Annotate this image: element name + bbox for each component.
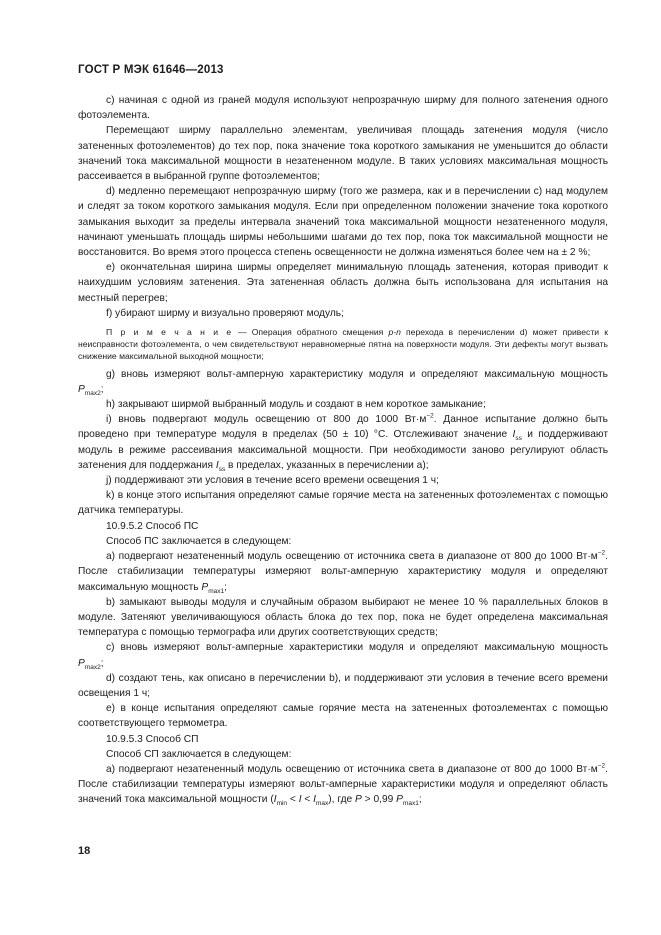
paragraph: Способ ПС заключается в следующем: [106,535,292,547]
document-body [78,93,608,808]
note-label: П р и м е ч а н и е [106,327,233,338]
paragraph: d) создают тень, как описано в перечислении b), и поддерживают эти условия в течение всего времени освещения 1 ч; [78,672,608,699]
paragraph: c) начиная с одной из граней модуля используют непрозрачную ширму для полного затенения одного фотоэлемента. [78,95,608,122]
document-header: ГОСТ Р МЭК 61646—2013 [78,64,224,76]
section-heading: 10.9.5.2 Способ ПС [106,520,199,532]
paragraph: Перемещают ширму параллельно элементам, увеличивая площадь затенения модуля (число затененных фотоэлементов) до тех пор, пока значение тока короткого замыкания не уменьшится до области значений тока максимальной мощности в незатененном модуле. В таких условиях максимальная мощность рассеивается в выбранной группе фотоэлементов; [78,125,608,183]
paragraph: k) в конце этого испытания определяют самые горячие места на затененных фотоэлементах с помощью датчика температуры. [78,490,608,517]
paragraph: f) убирают ширму и визуально проверяют модуль; [106,307,344,319]
paragraph: j) поддерживают эти условия в течение всего времени освещения 1 ч; [106,475,439,487]
paragraph: e) в конце испытания определяют самые горячие места на затененных фотоэлементах с помощью соответствующего термометра. [78,703,608,730]
paragraph: g) вновь измеряют вольт-амперную характеристику модуля и определяют максимальную мощность $P_{max2}$; [78,368,608,397]
page-number: 18 [78,845,91,857]
paragraph: i) вновь подвергают модуль освещению от 800 до 1000 $Вт\cdot м^{-2}$. Данное испытание должно быть проведено при температуре модуля в пределах (50 ± 10) °C. Отслеживают значение $I_{ss}$ и поддерживают модуль в режиме рассеивания максимальной мощности. При необходимости заново регулируют область затенения для поддержания $I_{ss}$ в пределах, указанных в перечислении a); [78,412,608,473]
paragraph: e) окончательная ширина ширмы определяет минимальную площадь затенения, которая приводит к наихудшим условиям затенения. Эта затененная область должна быть использована для испытания на местный перегрев; [78,262,608,304]
paragraph: h) закрывают ширмой выбранный модуль и создают в нем короткое замыкание; [106,399,486,411]
paragraph: d) медленно перемещают непрозрачную ширму (того же размера, как и в перечислении c) над модулем и следят за током короткого замыкания модуля. Если при определенном положении значение тока короткого замыкания выходит за пределы интервала значений тока максимальной мощности незатененного модуля, начинают уменьшать площадь ширмы небольшими шагами до тех пор, пока ток максимальной мощности не восстановится. Во время этого процесса степень освещенности не должна изменяться более чем на ± 2 %; [78,186,608,259]
paragraph: a) подвергают незатененный модуль освещению от источника света в диапазоне от 800 до 1000 $Вт\cdot м^{-2}$. После стабилизации температуры измеряют вольт-амперную характеристику модуля и определяют максимальную мощность $P_{max1}$; [78,549,608,595]
note-paragraph: П р и м е ч а н и е — Операция обратного смещения p-n перехода в перечислении d) может привести к неисправности фотоэлемента, о чем свидетельствуют неравномерные пятна на поверхности модуля. Эти дефекты могут вызвать снижение максимальной выходной мощности; [78,327,608,362]
section-heading: 10.9.5.3 Способ СП [106,733,199,745]
paragraph: b) замыкают выводы модуля и случайным образом выбирают не менее 10 % параллельных блоков в модуле. Затеняют увеличивающуюся область блока до тех пор, пока не будет определена максимальная температура с помощью термографа или других соответствующих средств; [78,596,608,639]
paragraph: a) подвергают незатененный модуль освещению от источника света в диапазоне от 800 до 1000 $Вт\cdot м^{-2}$. После стабилизации температуры измеряют вольт-амперные характеристики модуля и определяют область значений тока максимальной мощности $(I_{min} < I < I_{max})$, где P > 0,99 $P_{max1}$; [78,762,608,808]
paragraph: c) вновь измеряют вольт-амперные характеристики модуля и определяют максимальную мощность $P_{max2}$; [78,642,608,671]
paragraph: Способ СП заключается в следующем: [106,748,292,760]
